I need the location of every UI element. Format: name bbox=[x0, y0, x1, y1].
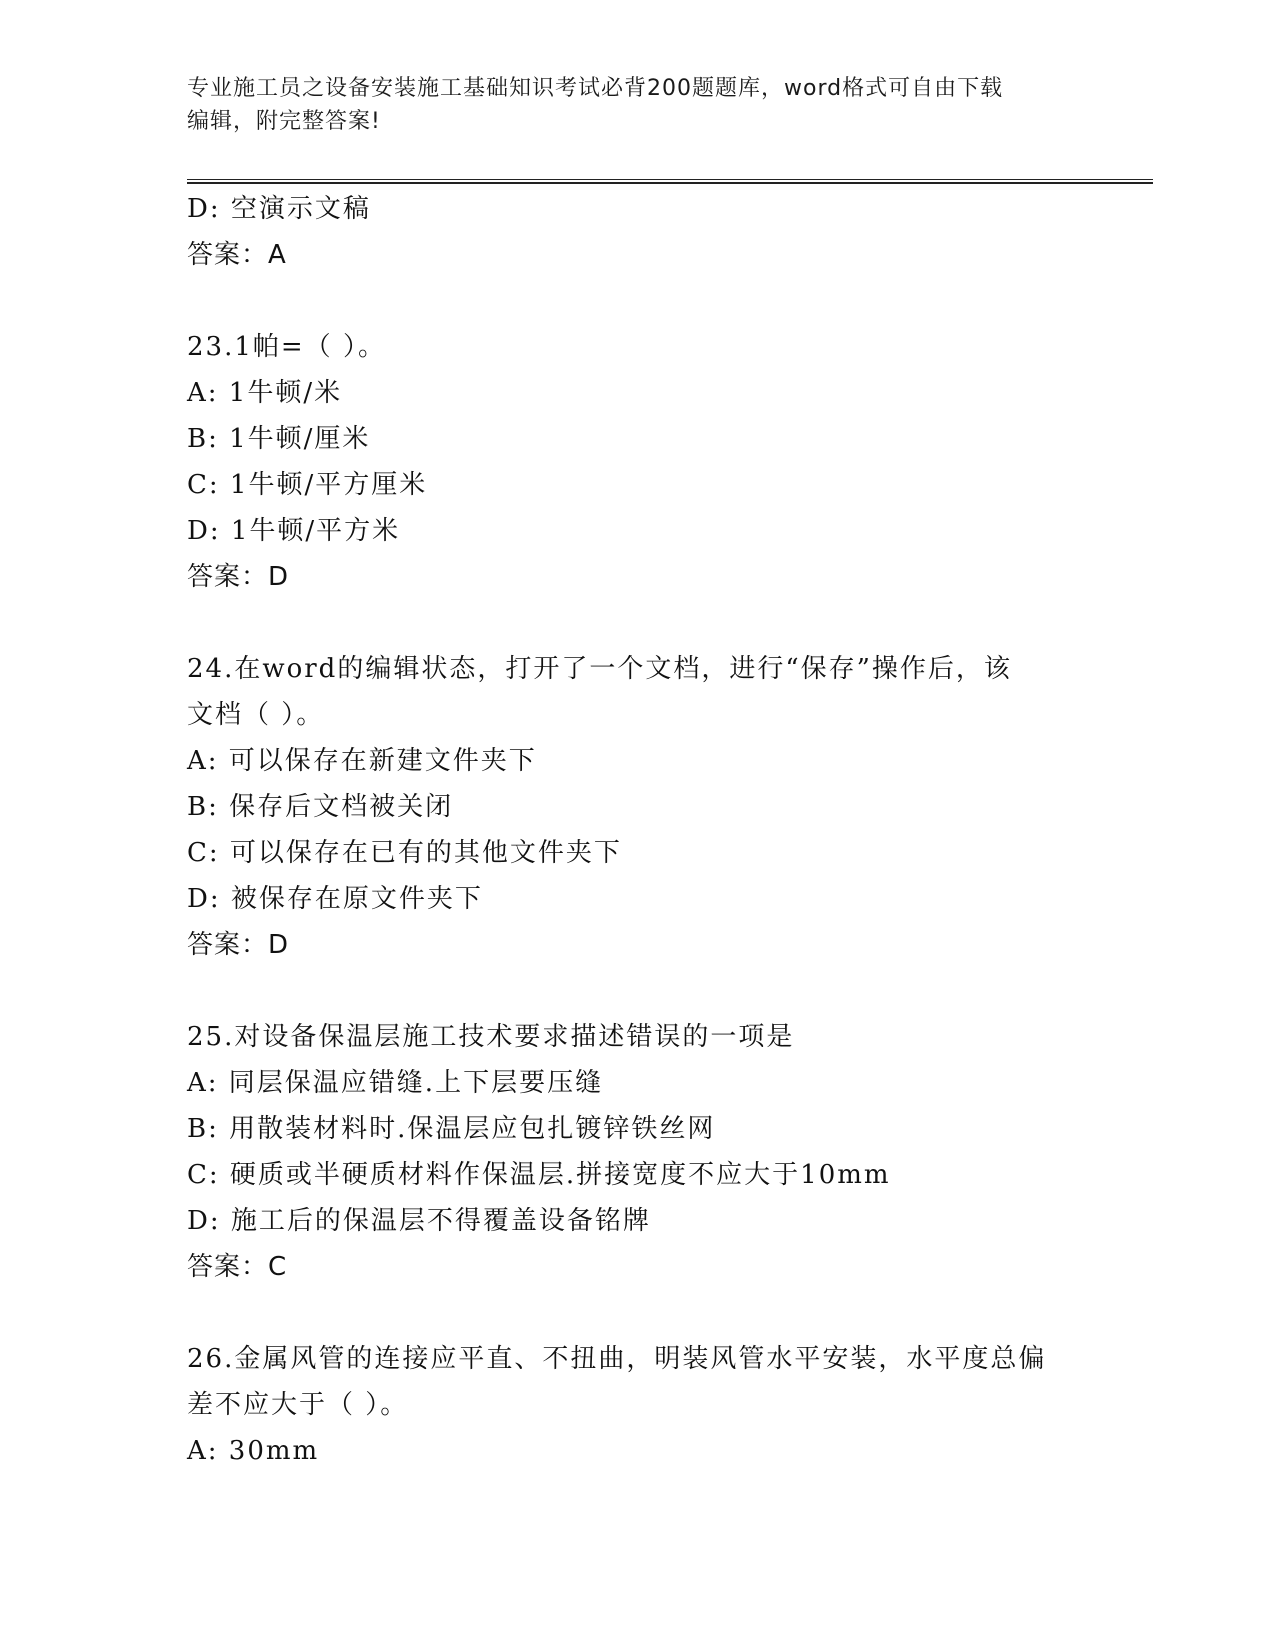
question-stem-line-2: 文档（ ）。 bbox=[187, 700, 325, 730]
option-a: A: 1牛顿/米 bbox=[187, 378, 343, 408]
option-b: B: 用散装材料时.保温层应包扎镀锌铁丝网 bbox=[187, 1114, 716, 1144]
option-d: D: 施工后的保温层不得覆盖设备铭牌 bbox=[187, 1206, 651, 1236]
spacer bbox=[187, 968, 1087, 1014]
question-list bbox=[187, 186, 1087, 1474]
question-stem-line-1: 24.在word的编辑状态，打开了一个文档，进行“保存”操作后，该 bbox=[187, 654, 1012, 684]
spacer bbox=[187, 1290, 1087, 1336]
option-b: B: 保存后文档被关闭 bbox=[187, 792, 454, 822]
spacer bbox=[187, 278, 1087, 324]
answer-line: 答案：D bbox=[187, 930, 290, 960]
option-c: C: 可以保存在已有的其他文件夹下 bbox=[187, 838, 622, 868]
header-title-line-1: 专业施工员之设备安装施工基础知识考试必背200题题库，word格式可自由下载 bbox=[187, 76, 1004, 101]
question-stem-line-2: 差不应大于（ ）。 bbox=[187, 1390, 409, 1420]
question-22-tail bbox=[187, 186, 1087, 278]
header-divider bbox=[187, 179, 1153, 184]
option-a: A: 可以保存在新建文件夹下 bbox=[187, 746, 537, 776]
header-title-line-2: 编辑，附完整答案! bbox=[187, 109, 381, 134]
option-d: D: 空演示文稿 bbox=[187, 194, 371, 224]
answer-line: 答案：D bbox=[187, 562, 290, 592]
question-stem: 25.对设备保温层施工技术要求描述错误的一项是 bbox=[187, 1022, 795, 1052]
answer-line: 答案：C bbox=[187, 1252, 288, 1282]
option-a: A: 同层保温应错缝.上下层要压缝 bbox=[187, 1068, 604, 1098]
option-c: C: 1牛顿/平方厘米 bbox=[187, 470, 428, 500]
option-d: D: 被保存在原文件夹下 bbox=[187, 884, 483, 914]
question-24 bbox=[187, 646, 1087, 968]
option-a: A: 30mm bbox=[187, 1436, 320, 1466]
question-stem: 23.1帕=（ ）。 bbox=[187, 332, 386, 362]
option-c: C: 硬质或半硬质材料作保温层.拼接宽度不应大于10mm bbox=[187, 1160, 891, 1190]
option-b: B: 1牛顿/厘米 bbox=[187, 424, 371, 454]
option-d: D: 1牛顿/平方米 bbox=[187, 516, 401, 546]
spacer bbox=[187, 600, 1087, 646]
answer-line: 答案：A bbox=[187, 240, 287, 270]
question-23 bbox=[187, 324, 1087, 600]
question-26 bbox=[187, 1336, 1087, 1474]
document-header bbox=[187, 72, 1067, 138]
question-25 bbox=[187, 1014, 1087, 1290]
question-stem-line-1: 26.金属风管的连接应平直、不扭曲，明装风管水平安装，水平度总偏 bbox=[187, 1344, 1047, 1374]
